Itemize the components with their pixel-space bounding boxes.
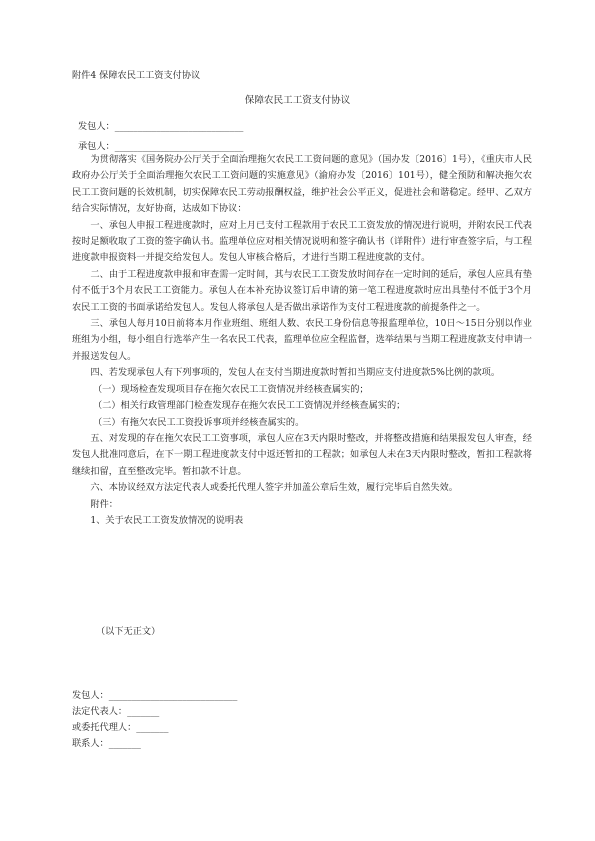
clause-1: 一、承包人申报工程进度款时，应对上月已支付工程款用于农民工工资发放的情况进行说明，并附农民工代表按时足额收取了工资的签字确认书。监理单位应对相关情况说明和签字确认书（详附件）进行审查签字后，与工程进度款申报资料一并提交给发包人。发包人审核合格后，才进行当期工程进度款的支付。 <box>72 219 532 264</box>
party-contractor-blank: ____________________________ <box>114 121 244 132</box>
clause-2: 二、由于工程进度款申报和审查需一定时间，其与农民工工资发放时间存在一定时间的延后，承包人应具有垫付不低于3个月农民工工资能力。承包人在本补充协议签订后申请的第一笔工程进度款时应出具垫付不低于3个月农民工工资的书面承诺给发包人。发包人将承包人是否做出承诺作为支付工程进度款的前提条件之一。 <box>72 268 532 313</box>
party-contractor-label: 发包人： <box>78 121 115 132</box>
party-subcontractor-blank: ____________________________ <box>114 141 244 152</box>
clause-4-item-3: （三）有拖欠农民工工资投诉事项并经核查属实的。 <box>93 416 305 428</box>
signature-contact-person: 联系人：_______ <box>72 738 141 749</box>
intro-paragraph: 为贯彻落实《国务院办公厅关于全面治理拖欠农民工工资问题的意见》（国办发〔2016〕1号），《重庆市人民政府办公厅关于全面治理拖欠农民工工资问题的实施意见》（渝府办发〔2016〕101号），健全预防和解决拖欠农民工工资问题的长效机制，切实保障农民工劳动报酬权益，维护社会公平正义，促进社会和谐稳定。经甲、乙双方结合实际情况，友好协商，达成如下协议： <box>72 154 532 215</box>
annex-item: 1、关于农民工工资发放情况的说明表 <box>90 514 244 526</box>
party-subcontractor-label: 承包人： <box>78 141 115 152</box>
clause-3: 三、承包人每月10日前将本月作业班组、班组人数、农民工身份信息等报监理单位，10日～15日分别以作业班组为小组，每小组自行选举产生一名农民工代表，监理单位应全程监督，选举结果与当期工程进度款支付申请一并报送发包人。 <box>72 318 532 362</box>
annex-label: 附件： <box>90 498 118 510</box>
clause-5: 五、对发现的存在拖欠农民工工资事项，承包人应在3天内限时整改，并将整改措施和结果报发包人审查，经发包人批准同意后，在下一期工程进度款支付中返还暂扣的工程款；如承包人未在3天内限时整改，暂扣工程款将继续扣留，直至整改完毕。暂扣款不计息。 <box>72 432 532 477</box>
signature-legal-representative: 法定代表人：_______ <box>72 706 160 717</box>
signature-contractor: 发包人：____________________________ <box>72 690 238 701</box>
signature-entrusted-agent: 或委托代理人：_______ <box>72 722 169 733</box>
clause-4-item-2: （二）相关行政管理部门检查发现存在拖欠农民工工资情况并经核查属实的； <box>93 400 406 412</box>
agreement-body <box>72 152 532 529</box>
no-more-text-note: （以下无正文） <box>96 626 161 637</box>
clause-4-item-1: （一）现场检查发现项目存在拖欠农民工工资情况并经核查属实的； <box>93 383 369 395</box>
clause-6: 六、本协议经双方法定代表人或委托代理人签字并加盖公章后生效，履行完毕后自然失效。 <box>90 482 458 494</box>
clause-4: 四、若发现承包人有下列事项的，发包人在支付当期进度款时暂扣当期应支付进度款5%比例的款项。 <box>90 367 501 379</box>
attachment-title: 附件4 保障农民工工资支付协议 <box>72 70 201 81</box>
party-contractor-line <box>78 121 243 133</box>
document-title: 保障农民工工资支付协议 <box>244 95 351 106</box>
